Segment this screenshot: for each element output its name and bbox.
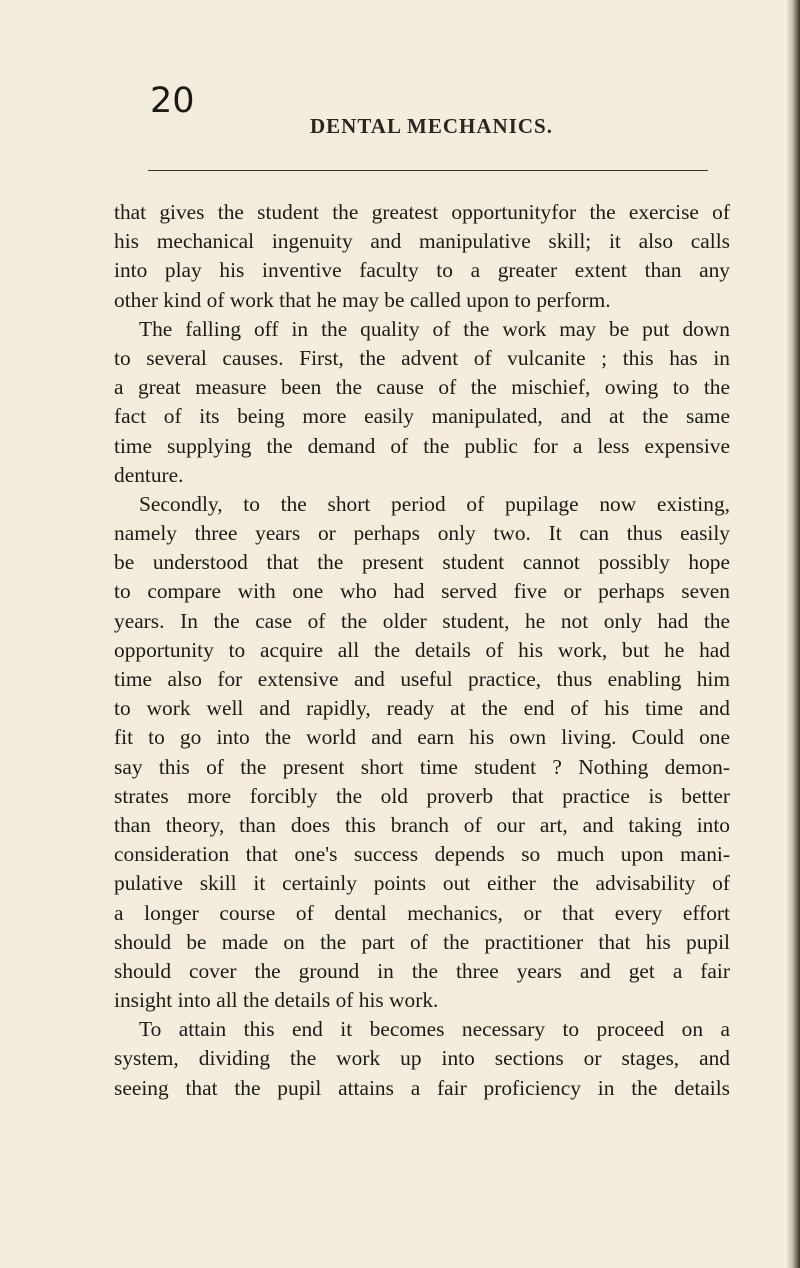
text-line: namely three years or perhaps only two. It can thus easily xyxy=(114,521,730,546)
text-line: years. In the case of the older student, he not only had the xyxy=(114,608,730,633)
text-line: insight into all the details of his work. xyxy=(114,988,439,1013)
text-line: say this of the present short time student ? Nothing demon- xyxy=(114,754,730,779)
text-line: seeing that the pupil attains a fair proficiency in the details xyxy=(114,1075,730,1100)
text-line: a great measure been the cause of the mischief, owing to the xyxy=(114,375,730,400)
text-line: time supplying the demand of the public for a less expensive xyxy=(114,433,730,458)
text-line: be understood that the present student cannot possibly hope xyxy=(114,550,730,575)
text-line: To attain this end it becomes necessary to proceed on a xyxy=(139,1017,730,1042)
text-line: to several causes. First, the advent of vulcanite ; this has in xyxy=(114,345,730,370)
running-head: DENTAL MECHANICS. xyxy=(310,114,553,138)
page-edge-shadow xyxy=(786,0,800,1268)
text-line: opportunity to acquire all the details of his work, but he had xyxy=(114,637,730,662)
text-line: his mechanical ingenuity and manipulative skill; it also calls xyxy=(114,229,730,254)
body-text xyxy=(114,198,730,1103)
text-line: Secondly, to the short period of pupilage now existing, xyxy=(139,491,730,516)
text-line: denture. xyxy=(114,462,184,487)
text-line: should cover the ground in the three years and get a fair xyxy=(114,958,730,983)
text-line: consideration that one's success depends so much upon mani- xyxy=(114,842,730,867)
header-rule xyxy=(148,170,708,171)
text-line: a longer course of dental mechanics, or that every effort xyxy=(114,900,730,925)
text-line: than theory, than does this branch of our art, and taking into xyxy=(114,812,730,837)
text-line: should be made on the part of the practitioner that his pupil xyxy=(114,929,730,954)
text-line: pulative skill it certainly points out either the advisability of xyxy=(114,871,730,896)
text-line: The falling off in the quality of the work may be put down xyxy=(139,316,730,341)
text-line: that gives the student the greatest opportunityfor the exercise of xyxy=(114,200,730,224)
text-line: strates more forcibly the old proverb that practice is better xyxy=(114,783,730,808)
text-line: to compare with one who had served five or perhaps seven xyxy=(114,579,730,604)
text-line: fit to go into the world and earn his own living. Could one xyxy=(114,725,730,750)
page-number: 20 xyxy=(150,81,195,121)
text-line: into play his inventive faculty to a greater extent than any xyxy=(114,258,730,283)
text-line: to work well and rapidly, ready at the end of his time and xyxy=(114,696,730,721)
text-line: other kind of work that he may be called upon to perform. xyxy=(114,287,611,312)
text-line: system, dividing the work up into sections or stages, and xyxy=(114,1046,730,1071)
text-line: time also for extensive and useful practice, thus enabling him xyxy=(114,667,730,691)
text-line: fact of its being more easily manipulated, and at the same xyxy=(114,404,730,429)
